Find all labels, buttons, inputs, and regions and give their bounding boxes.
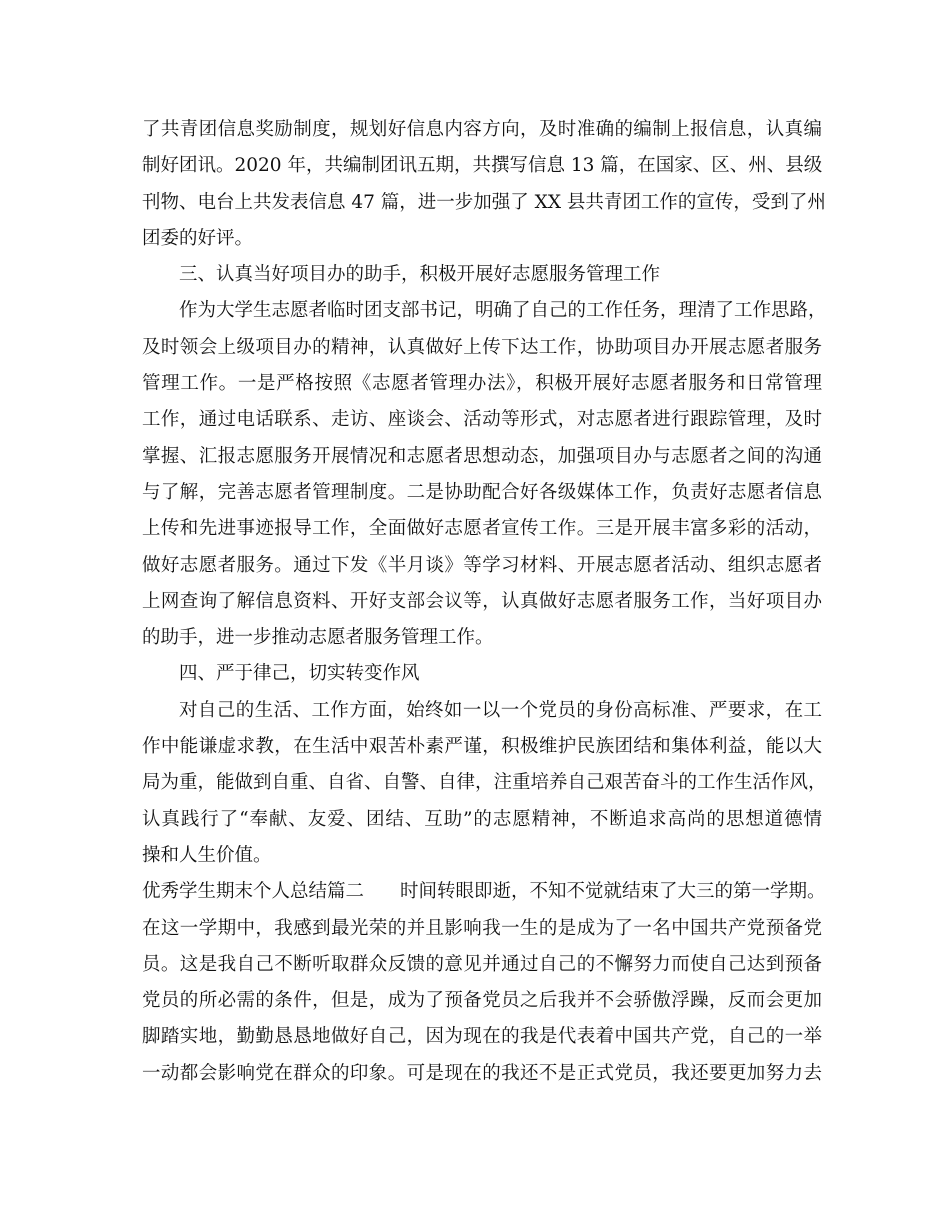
paragraph-line: 党员的所必需的条件，但是，成为了预备党员之后我并不会骄傲浮躁，反而会更加 — [142, 990, 822, 1012]
paragraph-line: 刊物、电台上共发表信息 47 篇，进一步加强了 XX 县共青团工作的宣传，受到了州 — [142, 191, 826, 213]
paragraph-line: 上传和先进事迹报导工作，全面做好志愿者宣传工作。三是开展丰富多彩的活动， — [142, 518, 822, 540]
paragraph-line: 一动都会影响党在群众的印象。可是现在的我还不是正式党员，我还要更加努力去 — [142, 1062, 822, 1084]
paragraph-line: 团委的好评。 — [142, 227, 254, 249]
article-title: 优秀学生期末个人总结篇二 — [142, 881, 365, 903]
paragraph-line: 做好志愿者服务。通过下发《半月谈》等学习材料、开展志愿者活动、组织志愿者 — [142, 554, 822, 576]
paragraph-line: 的助手，进一步推动志愿者服务管理工作。 — [142, 627, 494, 649]
paragraph-line: 在这一学期中，我感到最光荣的并且影响我一生的是成为了一名中国共产党预备党 — [142, 917, 822, 939]
paragraph-line: 对自己的生活、工作方面，始终如一以一个党员的身份高标准、严要求，在工 — [179, 699, 822, 721]
paragraph-line: 上网查询了解信息资料、开好支部会议等，认真做好志愿者服务工作，当好项目办 — [142, 590, 822, 612]
document-page — [142, 112, 827, 1092]
paragraph-line: 制好团讯。2020 年，共编制团讯五期，共撰写信息 13 篇，在国家、区、州、县级 — [142, 155, 823, 177]
paragraph-line: 了共青团信息奖励制度，规划好信息内容方向，及时准确的编制上报信息，认真编 — [142, 119, 822, 140]
article-heading-line — [142, 874, 826, 910]
article-opening: 时间转眼即逝，不知不觉就结束了大三的第一学期。 — [400, 881, 826, 903]
paragraph-line: 管理工作。一是严格按照《志愿者管理办法》，积极开展好志愿者服务和日常管理 — [142, 373, 822, 395]
paragraph-line: 作中能谦虚求教，在生活中艰苦朴素严谨，积极维护民族团结和集体利益，能以大 — [142, 736, 822, 758]
paragraph-line: 局为重，能做到自重、自省、自警、自律，注重培养自己艰苦奋斗的工作生活作风， — [142, 772, 827, 794]
paragraph-line: 工作，通过电话联系、走访、座谈会、活动等形式，对志愿者进行跟踪管理，及时 — [142, 409, 822, 431]
paragraph-line: 脚踏实地，勤勤恳恳地做好自己，因为现在的我是代表着中国共产党，自己的一举 — [142, 1026, 822, 1048]
paragraph-line: 与了解，完善志愿者管理制度。二是协助配合好各级媒体工作，负责好志愿者信息 — [142, 481, 822, 503]
section-heading: 三、认真当好项目办的助手，积极开展好志愿服务管理工作 — [179, 264, 661, 286]
paragraph-line: 掌握、汇报志愿服务开展情况和志愿者思想动态，加强项目办与志愿者之间的沟通 — [142, 445, 822, 467]
paragraph-line: 操和人生价值。 — [142, 844, 272, 866]
paragraph-line: 及时领会上级项目办的精神，认真做好上传下达工作，协助项目办开展志愿者服务 — [142, 336, 822, 358]
paragraph-line: 员。这是我自己不断听取群众反馈的意见并通过自己的不懈努力而使自己达到预备 — [142, 953, 822, 975]
paragraph-line: 作为大学生志愿者临时团支部书记，明确了自己的工作任务，理清了工作思路， — [179, 300, 827, 322]
paragraph-line: 认真践行了“奉献、友爱、团结、互助”的志愿精神，不断追求高尚的思想道德情 — [142, 808, 822, 830]
section-heading: 四、严于律己，切实转变作风 — [179, 663, 420, 685]
